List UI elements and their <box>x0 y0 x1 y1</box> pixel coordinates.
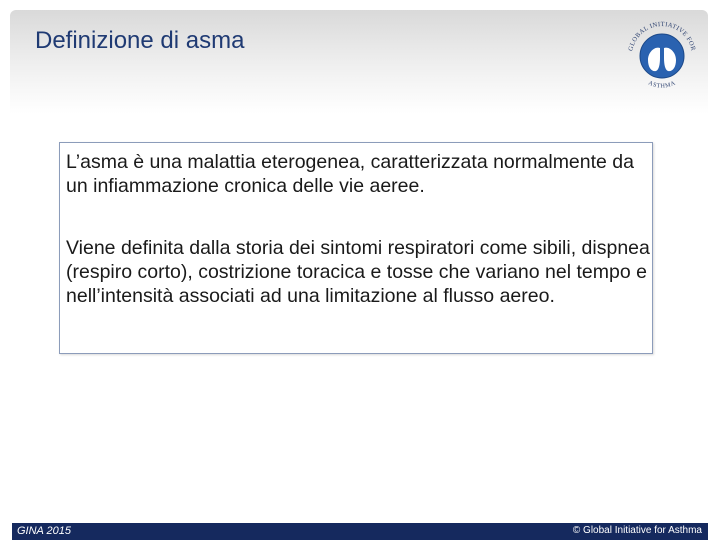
footer-gina-year: GINA 2015 <box>17 525 72 537</box>
footer-bar <box>12 523 708 540</box>
definition-box <box>59 142 653 354</box>
gina-logo <box>622 14 702 94</box>
header-band <box>10 10 708 114</box>
logo-text-bottom: ASTHMA <box>647 80 677 90</box>
footer-copyright: © Global Initiative for Asthma <box>572 525 702 536</box>
svg-text:ASTHMA <box>647 80 677 89</box>
description-paragraph: Viene definita dalla storia dei sintomi respiratori come sibili, dispnea (respiro corto), costrizione toracica e tosse che variano nel tempo e nell’intensità associati ad una limitazione al flusso aereo. <box>66 237 650 307</box>
logo-text-top: GLOBAL INITIATIVE FOR <box>627 20 697 52</box>
definition-paragraph: L’asma è una malattia eterogenea, caratterizzata normalmente da un infiammazione cronica delle vie aeree. <box>66 151 634 197</box>
slide-title: Definizione di asma <box>35 27 245 54</box>
lungs-globe-logo-icon <box>622 14 702 94</box>
